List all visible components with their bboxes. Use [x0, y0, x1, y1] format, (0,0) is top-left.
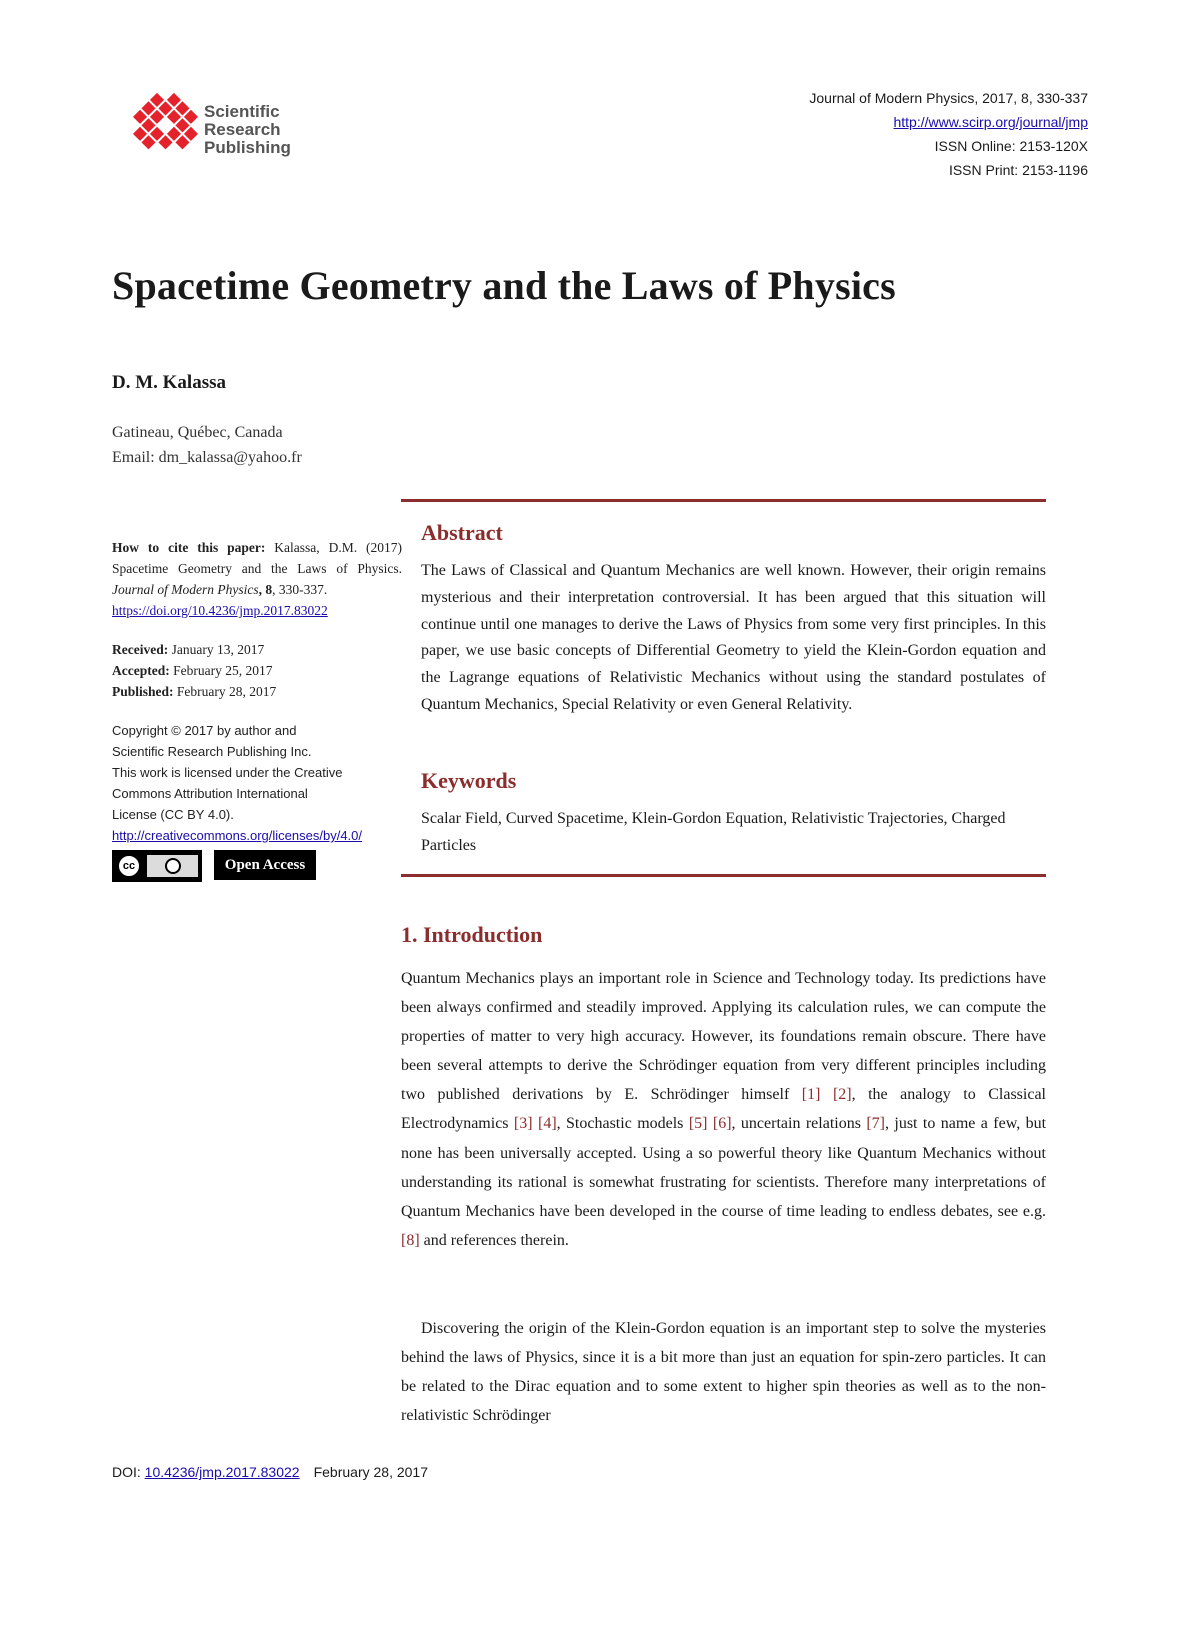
sidebar-info	[112, 537, 402, 882]
publisher-logo-mark	[112, 86, 202, 176]
introduction-paragraph-2: Discovering the origin of the Klein-Gordon equation is an important step to solve the mysteries behind the laws of Physics, since it is a bit more than just an equation for spin-zero particles. It can be related to the Dirac equation and to some extent to higher spin theories as well as to the non-relativistic Schrödinger	[401, 1320, 1046, 1425]
issn-online: ISSN Online: 2153-120X	[934, 138, 1088, 154]
intro-text: and references therein.	[419, 1231, 569, 1249]
by-area	[147, 855, 198, 877]
license-badges	[112, 850, 402, 882]
abstract-top-rule	[401, 499, 1046, 502]
page-footer	[112, 1464, 428, 1480]
journal-name: Journal of Modern Physics, 2017, 8, 330-337	[809, 90, 1088, 106]
keywords-heading: Keywords	[421, 768, 517, 793]
keywords-body: Scalar Field, Curved Spacetime, Klein-Gordon Equation, Relativistic Trajectories, Charged Particles	[421, 810, 1006, 854]
reference-link[interactable]: [2]	[832, 1086, 852, 1104]
published-label: Published:	[112, 684, 174, 699]
author-affiliation: Gatineau, Québec, Canada	[112, 424, 283, 441]
footer-date: February 28, 2017	[313, 1464, 428, 1480]
introduction-heading: 1. Introduction	[401, 922, 543, 947]
citation-pages: , 330-337.	[272, 582, 328, 597]
citation-label: How to cite this paper:	[112, 540, 266, 555]
copyright-line-3: This work is licensed under the Creative	[112, 765, 343, 780]
introduction-paragraph-1	[401, 964, 1046, 1255]
reference-link[interactable]: [7]	[866, 1115, 885, 1133]
journal-info	[809, 86, 1088, 182]
publisher-name-line-2: Research	[204, 120, 281, 139]
abstract-bottom-rule	[401, 874, 1046, 877]
dates-block	[112, 639, 402, 702]
publisher-name	[204, 103, 291, 157]
citation-volume: , 8	[258, 582, 273, 597]
footer-doi-link[interactable]: 10.4236/jmp.2017.83022	[144, 1464, 300, 1480]
person-icon	[165, 858, 181, 874]
published-date: February 28, 2017	[173, 684, 277, 699]
accepted-date: February 25, 2017	[169, 663, 273, 678]
reference-link[interactable]: [3]	[513, 1115, 533, 1133]
copyright-block	[112, 720, 402, 846]
cc-icon: cc	[117, 854, 141, 878]
copyright-line-5: License (CC BY 4.0).	[112, 807, 234, 822]
reference-link[interactable]: [5]	[688, 1115, 708, 1133]
reference-link[interactable]: [6]	[712, 1115, 732, 1133]
copyright-line-4: Commons Attribution International	[112, 786, 308, 801]
citation-block	[112, 537, 402, 621]
cc-by-badge[interactable]	[112, 850, 202, 882]
intro-text: , Stochastic models	[556, 1115, 689, 1133]
reference-link[interactable]: [1]	[801, 1086, 821, 1104]
intro-text: , just to name a few, but none has been universally accepted. Using a so powerful theory like Quantum Mechanics without understanding its rational is somewhat frustrating for scientists. Therefore many interpretations of Quantum Mechanics have been developed in the course of time leading to endless debates, see e.g.	[401, 1115, 1047, 1220]
intro-text: Quantum Mechanics plays an important role in Science and Technology today. Its predictions have been always confirmed and steadily improved. Applying its calculation rules, we can compute the properties of matter to very high accuracy. However, its foundations remain obscure. There have been several attempts to derive the Schrödinger equation from very different principles including two published derivations by E. Schrödinger himself	[401, 970, 1046, 1104]
copyright-line-2: Scientific Research Publishing Inc.	[112, 744, 312, 759]
issn-print: ISSN Print: 2153-1196	[948, 162, 1088, 178]
author-email: Email: dm_kalassa@yahoo.fr	[112, 449, 302, 466]
received-date: January 13, 2017	[168, 642, 265, 657]
paper-title: Spacetime Geometry and the Laws of Physics	[112, 263, 896, 308]
open-access-badge[interactable]: Open Access	[214, 850, 316, 880]
reference-link[interactable]: [8]	[401, 1231, 420, 1249]
intro-text: , the analogy to Classical Electrodynamics	[401, 1086, 1046, 1133]
journal-url-link[interactable]: http://www.scirp.org/journal/jmp	[893, 114, 1088, 130]
citation-text: Kalassa, D.M. (2017) Spacetime Geometry and the Laws of Physics.	[112, 540, 402, 576]
intro-text: , uncertain relations	[731, 1115, 867, 1133]
author-name: D. M. Kalassa	[112, 372, 226, 393]
citation-journal: Journal of Modern Physics	[112, 582, 259, 597]
reference-link[interactable]: [4]	[537, 1115, 557, 1133]
abstract-heading: Abstract	[421, 520, 503, 545]
citation-doi-link[interactable]: https://doi.org/10.4236/jmp.2017.83022	[112, 603, 328, 618]
footer-doi-label: DOI:	[112, 1464, 145, 1480]
publisher-name-line-1: Scientific	[204, 102, 280, 121]
publisher-name-line-3: Publishing	[204, 138, 291, 157]
license-link[interactable]: http://creativecommons.org/licenses/by/4.0/	[112, 828, 363, 843]
received-label: Received:	[112, 642, 169, 657]
accepted-label: Accepted:	[112, 663, 170, 678]
abstract-body: The Laws of Classical and Quantum Mechanics are well known. However, their origin remains mysterious and their interpretation controversial. It has been argued that this situation will continue until one manages to derive the Laws of Physics from some very first principles. In this paper, we use basic concepts of Differential Geometry to yield the Klein-Gordon equation and the Lagrange equations of Relativistic Mechanics without using the standard postulates of Quantum Mechanics, Special Relativity or even General Relativity.	[421, 562, 1046, 713]
copyright-line-1: Copyright © 2017 by author and	[112, 723, 297, 738]
